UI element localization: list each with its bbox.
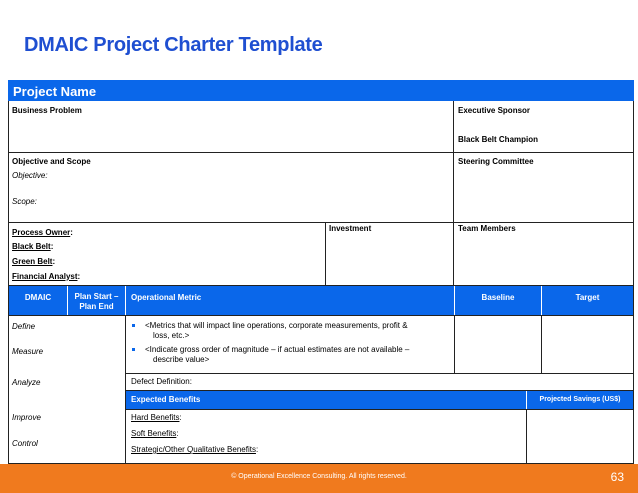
scope-label: Scope: (12, 197, 37, 206)
business-problem-label: Business Problem (12, 106, 82, 115)
page-number: 63 (610, 470, 624, 484)
phase-control: Control (12, 439, 38, 448)
black-belt-label: Black Belt: (12, 242, 54, 251)
strategic-benefits-label: Strategic/Other Qualitative Benefits: (131, 445, 259, 454)
project-name-bar (8, 80, 634, 101)
metric-bullet-1: <Metrics that will impact line operations, corporate measurements, profit & loss, etc.> (132, 321, 452, 341)
dmaic-header: DMAIC (24, 293, 52, 302)
soft-benefits-label: Soft Benefits: (131, 429, 179, 438)
process-owner-label: Process Owner: (12, 228, 73, 237)
bullet-icon (132, 324, 135, 327)
projected-savings-label: Projected Savings (US$) (539, 396, 621, 403)
financial-analyst-label: Financial Analyst: (12, 272, 81, 281)
footer-bar (0, 464, 638, 493)
team-members-label: Team Members (458, 224, 516, 233)
phase-analyze: Analyze (12, 378, 41, 387)
target-header: Target (575, 293, 600, 302)
bullet-icon (132, 348, 135, 351)
green-belt-label: Green Belt: (12, 257, 56, 266)
project-name: Project Name (13, 84, 97, 99)
baseline-header: Baseline (481, 293, 515, 302)
metric-bullet-2: <Indicate gross order of magnitude – if actual estimates are not available – describe value> (132, 345, 452, 365)
executive-sponsor-label: Executive Sponsor (458, 106, 531, 115)
hard-benefits-label: Hard Benefits: (131, 413, 182, 422)
phase-improve: Improve (12, 413, 41, 422)
expected-benefits-label: Expected Benefits (131, 395, 201, 404)
defect-definition-label: Defect Definition: (131, 377, 192, 386)
phase-define: Define (12, 322, 36, 331)
objective-scope-label: Objective and Scope (12, 157, 91, 166)
objective-label: Objective: (12, 171, 48, 180)
copyright-text: © Operational Excellence Consulting. All rights reserved. (231, 473, 407, 480)
plan-header: Plan Start – Plan End (74, 292, 119, 311)
steering-committee-label: Steering Committee (458, 157, 534, 166)
page-title: DMAIC Project Charter Template (24, 34, 323, 56)
operational-metric-header: Operational Metric (131, 293, 202, 302)
black-belt-champion-label: Black Belt Champion (458, 135, 539, 144)
phase-measure: Measure (12, 347, 44, 356)
investment-label: Investment (329, 224, 372, 233)
